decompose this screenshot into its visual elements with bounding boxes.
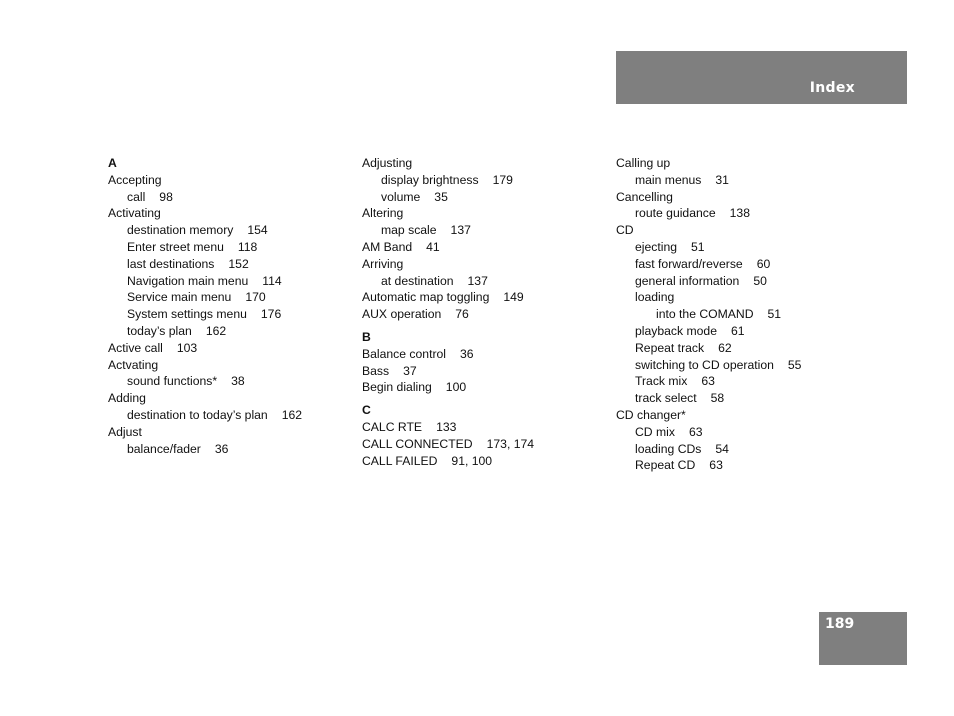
index-page-ref: 170 (245, 290, 266, 305)
page-title: Index (809, 80, 855, 96)
index-entry (108, 357, 353, 374)
index-term: Altering (362, 206, 404, 221)
index-entry (108, 373, 353, 390)
index-term: balance/fader (127, 441, 201, 456)
index-term: System settings menu (127, 307, 247, 322)
index-entry (616, 373, 861, 390)
index-page-ref: 41 (426, 239, 440, 254)
index-page-ref: 63 (709, 458, 723, 473)
index-page-ref: 61 (730, 323, 745, 338)
index-term: at destination (381, 273, 454, 288)
page-number-box (819, 612, 907, 665)
index-page-ref: 137 (450, 223, 471, 238)
index-term: Track mix (635, 374, 688, 389)
index-page-ref: 179 (492, 172, 513, 187)
index-term: Begin dialing (362, 380, 432, 395)
index-term: Activating (108, 206, 161, 221)
index-entry (362, 453, 607, 470)
index-entry (108, 340, 353, 357)
index-term: CALC RTE (362, 419, 423, 434)
index-term: CD mix (635, 424, 675, 439)
index-term: into the COMAND (656, 307, 754, 322)
index-entry (108, 189, 353, 206)
index-entry (616, 172, 861, 189)
index-term: Service main menu (127, 290, 232, 305)
index-page-ref: 154 (247, 223, 268, 238)
index-term: Calling up (616, 156, 671, 170)
index-term: today’s plan (127, 323, 192, 338)
index-entry (108, 323, 353, 340)
index-term: Repeat track (635, 340, 705, 355)
index-entry (108, 172, 353, 189)
index-term: Automatic map toggling (362, 290, 490, 305)
page-number: 189 (825, 616, 855, 632)
index-entry (616, 256, 861, 273)
index-entry (362, 222, 607, 239)
index-page-ref: 63 (688, 424, 703, 439)
index-entry (108, 205, 353, 222)
index-term: sound functions* (127, 374, 218, 389)
index-term: map scale (381, 223, 437, 238)
index-page-ref: 62 (718, 340, 732, 355)
index-term: CALL FAILED (362, 453, 438, 468)
index-column-2 (362, 155, 607, 469)
index-page-ref: 51 (691, 239, 705, 254)
index-term: route guidance (635, 206, 716, 221)
index-entry (616, 441, 861, 458)
index-entry (616, 323, 861, 340)
index-entry (616, 424, 861, 441)
index-term: Accepting (108, 172, 162, 187)
index-entry (108, 289, 353, 306)
index-term: Cancelling (616, 189, 673, 204)
index-entry (362, 172, 607, 189)
section-letter: B (362, 329, 371, 344)
index-entry (616, 189, 861, 206)
index-term: CD changer* (616, 407, 686, 422)
index-entry (108, 273, 353, 290)
index-term: Arriving (362, 256, 404, 271)
index-column-3 (616, 155, 861, 474)
index-page-ref: 114 (262, 273, 282, 288)
index-term: volume (381, 189, 421, 204)
index-entry (362, 363, 607, 380)
index-entry (616, 273, 861, 290)
index-entry (108, 390, 353, 407)
index-entry (362, 205, 607, 222)
index-page-ref: 149 (503, 290, 524, 305)
index-entry (362, 436, 607, 453)
index-section (362, 329, 607, 396)
index-page-ref: 55 (787, 357, 802, 372)
index-entry (108, 441, 353, 458)
index-entry (108, 424, 353, 441)
index-entry (616, 457, 861, 474)
index-entry (616, 205, 861, 222)
index-term: CALL CONNECTED (362, 436, 473, 451)
index-page-ref: 54 (715, 441, 729, 456)
index-page-ref: 31 (715, 172, 729, 187)
index-entry (362, 239, 607, 256)
index-page-ref: 91, 100 (451, 453, 493, 468)
section-letter: A (108, 156, 117, 170)
index-term: main menus (635, 172, 702, 187)
index-entry (362, 379, 607, 396)
index-entry (362, 289, 607, 306)
index-term: display brightness (381, 172, 479, 187)
index-term: loading (635, 290, 675, 305)
index-page-ref: 63 (701, 374, 715, 389)
index-page-ref: 51 (767, 307, 782, 322)
index-term: call (127, 189, 146, 204)
index-entry (362, 155, 607, 172)
index-page-ref: 60 (756, 256, 771, 271)
index-entry (616, 357, 861, 374)
index-term: switching to CD operation (635, 357, 774, 372)
index-term: playback mode (635, 323, 717, 338)
index-term: loading CDs (635, 441, 702, 456)
index-term: general information (635, 273, 740, 288)
index-page-ref: 133 (436, 419, 457, 434)
index-entry (616, 222, 861, 239)
index-entry (616, 340, 861, 357)
index-entry (616, 306, 861, 323)
index-page-ref: 152 (228, 256, 249, 271)
index-page-ref: 162 (205, 323, 227, 338)
index-page-ref: 103 (176, 340, 198, 355)
index-page-ref: 50 (753, 273, 767, 288)
index-page-ref: 176 (260, 307, 282, 322)
index-term: Adjust (108, 424, 142, 439)
index-section (362, 402, 607, 469)
index-page-ref: 138 (729, 206, 750, 221)
index-page-ref: 36 (460, 346, 474, 361)
index-page-ref: 98 (159, 189, 173, 204)
index-term: destination memory (127, 223, 234, 238)
index-entry (108, 239, 353, 256)
index-entry (616, 407, 861, 424)
index-page-ref: 162 (281, 407, 303, 422)
index-entry (616, 289, 861, 306)
index-term: CD (616, 223, 634, 238)
index-term: fast forward/reverse (635, 256, 743, 271)
index-page-ref: 173, 174 (486, 436, 535, 451)
index-term: Balance control (362, 346, 447, 361)
index-entry (616, 390, 861, 407)
index-section (362, 155, 607, 323)
index-entry (108, 407, 353, 424)
section-letter: C (362, 403, 371, 418)
index-entry (108, 306, 353, 323)
index-entry (362, 346, 607, 363)
index-page-ref: 37 (403, 363, 417, 378)
index-term: Enter street menu (127, 239, 224, 254)
index-term: last destinations (127, 256, 215, 271)
index-entry (616, 239, 861, 256)
index-entry (362, 419, 607, 436)
index-header-tab (616, 51, 907, 104)
index-term: Adding (108, 391, 146, 406)
index-term: Active call (108, 340, 163, 355)
index-page-ref: 58 (710, 391, 725, 406)
index-page-ref: 118 (237, 239, 258, 254)
index-column-1 (108, 155, 353, 457)
index-entry (616, 155, 861, 172)
index-entry (362, 189, 607, 206)
index-term: Navigation main menu (127, 273, 249, 288)
index-page-ref: 137 (467, 273, 488, 288)
index-page-ref: 36 (214, 441, 229, 456)
index-entry (362, 273, 607, 290)
index-term: Actvating (108, 357, 159, 372)
index-entry (362, 306, 607, 323)
index-section (616, 155, 861, 474)
index-term: AM Band (362, 239, 413, 254)
index-entry (108, 256, 353, 273)
index-page-ref: 35 (434, 189, 448, 204)
index-term: destination to today’s plan (127, 407, 268, 422)
index-term: Repeat CD (635, 458, 696, 473)
index-section (108, 155, 353, 457)
index-term: ejecting (635, 239, 678, 254)
index-entry (108, 222, 353, 239)
index-page-ref: 100 (445, 380, 467, 395)
index-term: Bass (362, 363, 390, 378)
index-term: AUX operation (362, 307, 442, 322)
index-term: track select (635, 391, 697, 406)
index-page-ref: 76 (455, 307, 469, 322)
index-page-ref: 38 (231, 374, 245, 389)
index-entry (362, 256, 607, 273)
index-term: Adjusting (362, 156, 413, 170)
